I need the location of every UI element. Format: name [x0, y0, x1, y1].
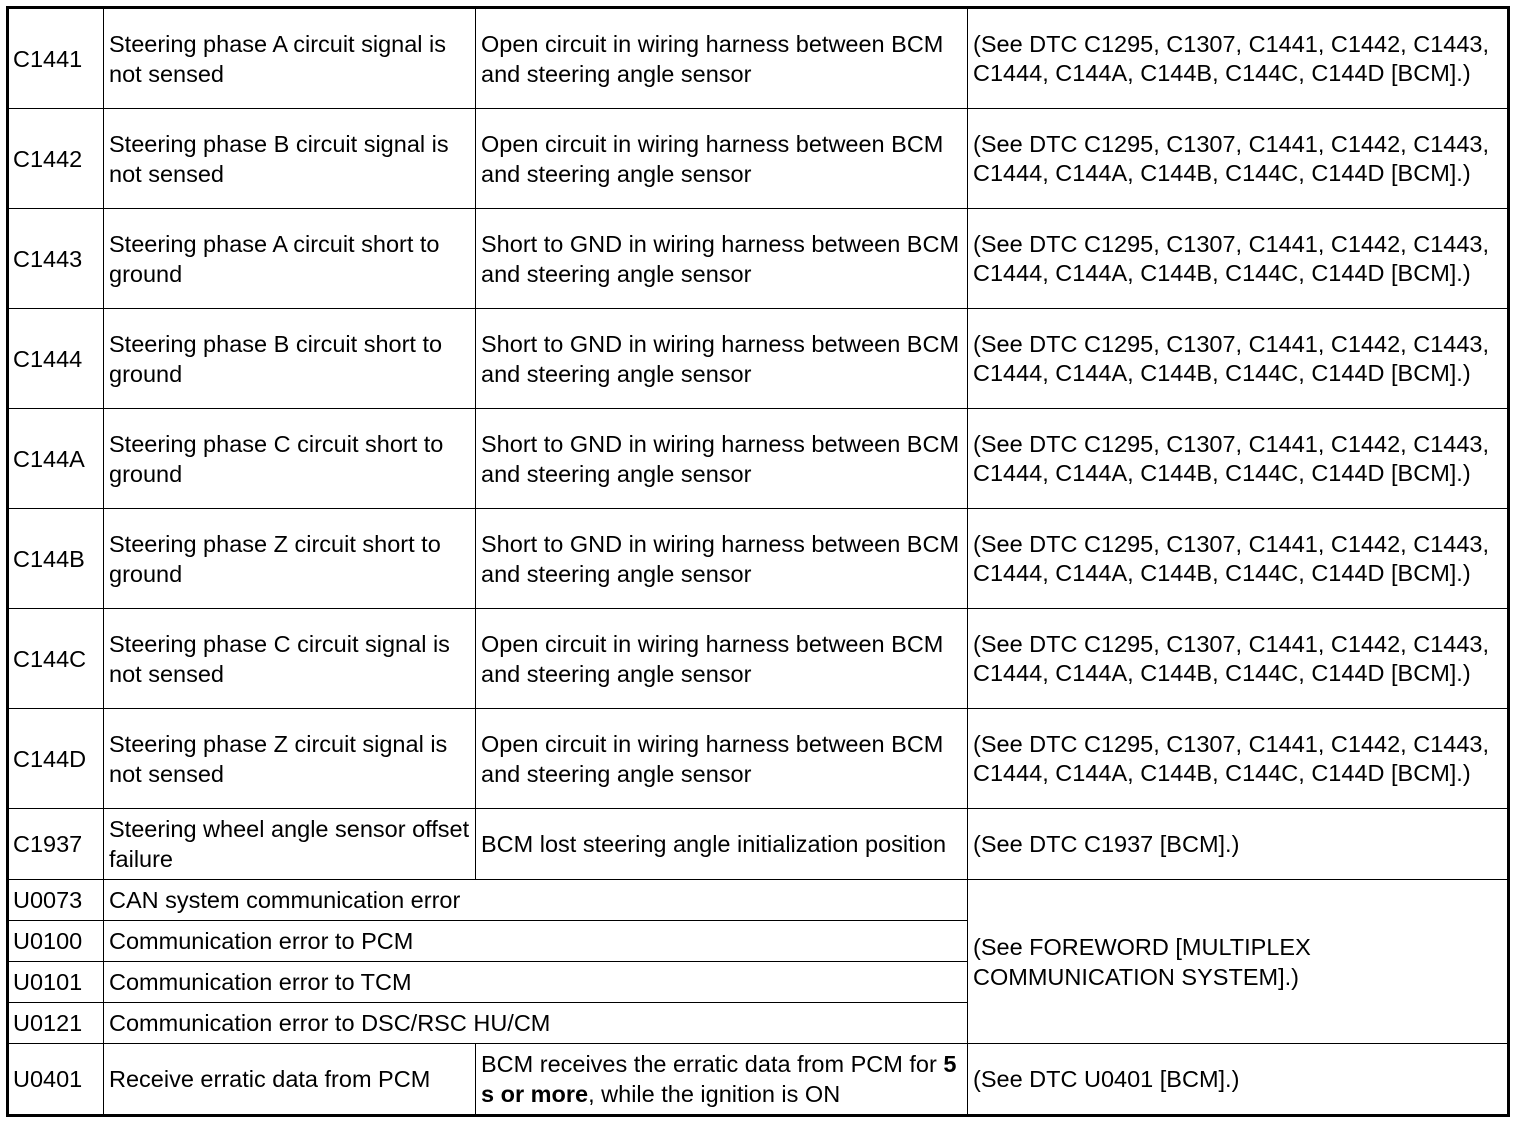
dtc-code-cell: C144A: [8, 409, 104, 509]
dtc-table: [6, 6, 1510, 1117]
condition-cell: Communication error to PCM: [104, 921, 968, 962]
dtc-code-cell: C1442: [8, 109, 104, 209]
dtc-code-cell: C144C: [8, 609, 104, 709]
cause-cell: Open circuit in wiring harness between BCM and steering angle sensor: [476, 609, 968, 709]
dtc-code-cell: U0121: [8, 1003, 104, 1044]
remark-cell: (See DTC C1295, C1307, C1441, C1442, C1443, C1444, C144A, C144B, C144C, C144D [BCM].): [968, 509, 1509, 609]
remark-cell: (See DTC C1295, C1307, C1441, C1442, C1443, C1444, C144A, C144B, C144C, C144D [BCM].): [968, 8, 1509, 109]
remark-cell: (See DTC C1937 [BCM].): [968, 809, 1509, 880]
table-row: [8, 1044, 1509, 1116]
condition-cell: Receive erratic data from PCM: [104, 1044, 476, 1116]
remark-cell: (See DTC C1295, C1307, C1441, C1442, C1443, C1444, C144A, C144B, C144C, C144D [BCM].): [968, 209, 1509, 309]
remark-cell: (See DTC U0401 [BCM].): [968, 1044, 1509, 1116]
cause-text-tail: , while the ignition is ON: [588, 1081, 841, 1107]
table-row: [8, 880, 1509, 921]
dtc-code-cell: U0073: [8, 880, 104, 921]
condition-cell: CAN system communication error: [104, 880, 968, 921]
table-row: [8, 409, 1509, 509]
dtc-code-cell: C1444: [8, 309, 104, 409]
table-row: [8, 609, 1509, 709]
dtc-code-cell: U0100: [8, 921, 104, 962]
cause-cell: Open circuit in wiring harness between BCM and steering angle sensor: [476, 109, 968, 209]
table-row: [8, 209, 1509, 309]
dtc-code-cell: C1937: [8, 809, 104, 880]
cause-cell: Short to GND in wiring harness between BCM and steering angle sensor: [476, 309, 968, 409]
condition-cell: Steering phase B circuit short to ground: [104, 309, 476, 409]
table-row: [8, 709, 1509, 809]
cause-cell: Short to GND in wiring harness between BCM and steering angle sensor: [476, 509, 968, 609]
remark-cell: (See DTC C1295, C1307, C1441, C1442, C1443, C1444, C144A, C144B, C144C, C144D [BCM].): [968, 109, 1509, 209]
dtc-code-cell: C1443: [8, 209, 104, 309]
remark-cell: (See DTC C1295, C1307, C1441, C1442, C1443, C1444, C144A, C144B, C144C, C144D [BCM].): [968, 409, 1509, 509]
cause-emphasis: 5 s or more: [481, 1051, 957, 1107]
table-row: [8, 809, 1509, 880]
table-row: [8, 109, 1509, 209]
can-remark-cell: (See FOREWORD [MULTIPLEX COMMUNICATION SYSTEM].): [968, 880, 1509, 1044]
cause-cell: Open circuit in wiring harness between BCM and steering angle sensor: [476, 709, 968, 809]
table-row: [8, 309, 1509, 409]
condition-cell: Communication error to TCM: [104, 962, 968, 1003]
cause-cell: Short to GND in wiring harness between BCM and steering angle sensor: [476, 409, 968, 509]
table-row: [8, 8, 1509, 109]
condition-cell: Steering phase A circuit short to ground: [104, 209, 476, 309]
condition-cell: Steering phase Z circuit signal is not sensed: [104, 709, 476, 809]
table-row: [8, 509, 1509, 609]
remark-cell: (See DTC C1295, C1307, C1441, C1442, C1443, C1444, C144A, C144B, C144C, C144D [BCM].): [968, 609, 1509, 709]
condition-cell: Steering wheel angle sensor offset failure: [104, 809, 476, 880]
cause-cell: Open circuit in wiring harness between BCM and steering angle sensor: [476, 8, 968, 109]
cause-cell: Short to GND in wiring harness between BCM and steering angle sensor: [476, 209, 968, 309]
condition-cell: Steering phase C circuit signal is not sensed: [104, 609, 476, 709]
dtc-code-cell: C1441: [8, 8, 104, 109]
cause-text: BCM receives the erratic data from PCM for: [481, 1051, 944, 1077]
condition-cell: Steering phase A circuit signal is not sensed: [104, 8, 476, 109]
cause-cell: BCM lost steering angle initialization position: [476, 809, 968, 880]
condition-cell: Communication error to DSC/RSC HU/CM: [104, 1003, 968, 1044]
remark-cell: (See DTC C1295, C1307, C1441, C1442, C1443, C1444, C144A, C144B, C144C, C144D [BCM].): [968, 709, 1509, 809]
dtc-code-cell: U0101: [8, 962, 104, 1003]
condition-cell: Steering phase B circuit signal is not sensed: [104, 109, 476, 209]
remark-cell: (See DTC C1295, C1307, C1441, C1442, C1443, C1444, C144A, C144B, C144C, C144D [BCM].): [968, 309, 1509, 409]
condition-cell: Steering phase C circuit short to ground: [104, 409, 476, 509]
dtc-code-cell: U0401: [8, 1044, 104, 1116]
cause-cell: [476, 1044, 968, 1116]
dtc-code-cell: C144D: [8, 709, 104, 809]
dtc-code-cell: C144B: [8, 509, 104, 609]
condition-cell: Steering phase Z circuit short to ground: [104, 509, 476, 609]
